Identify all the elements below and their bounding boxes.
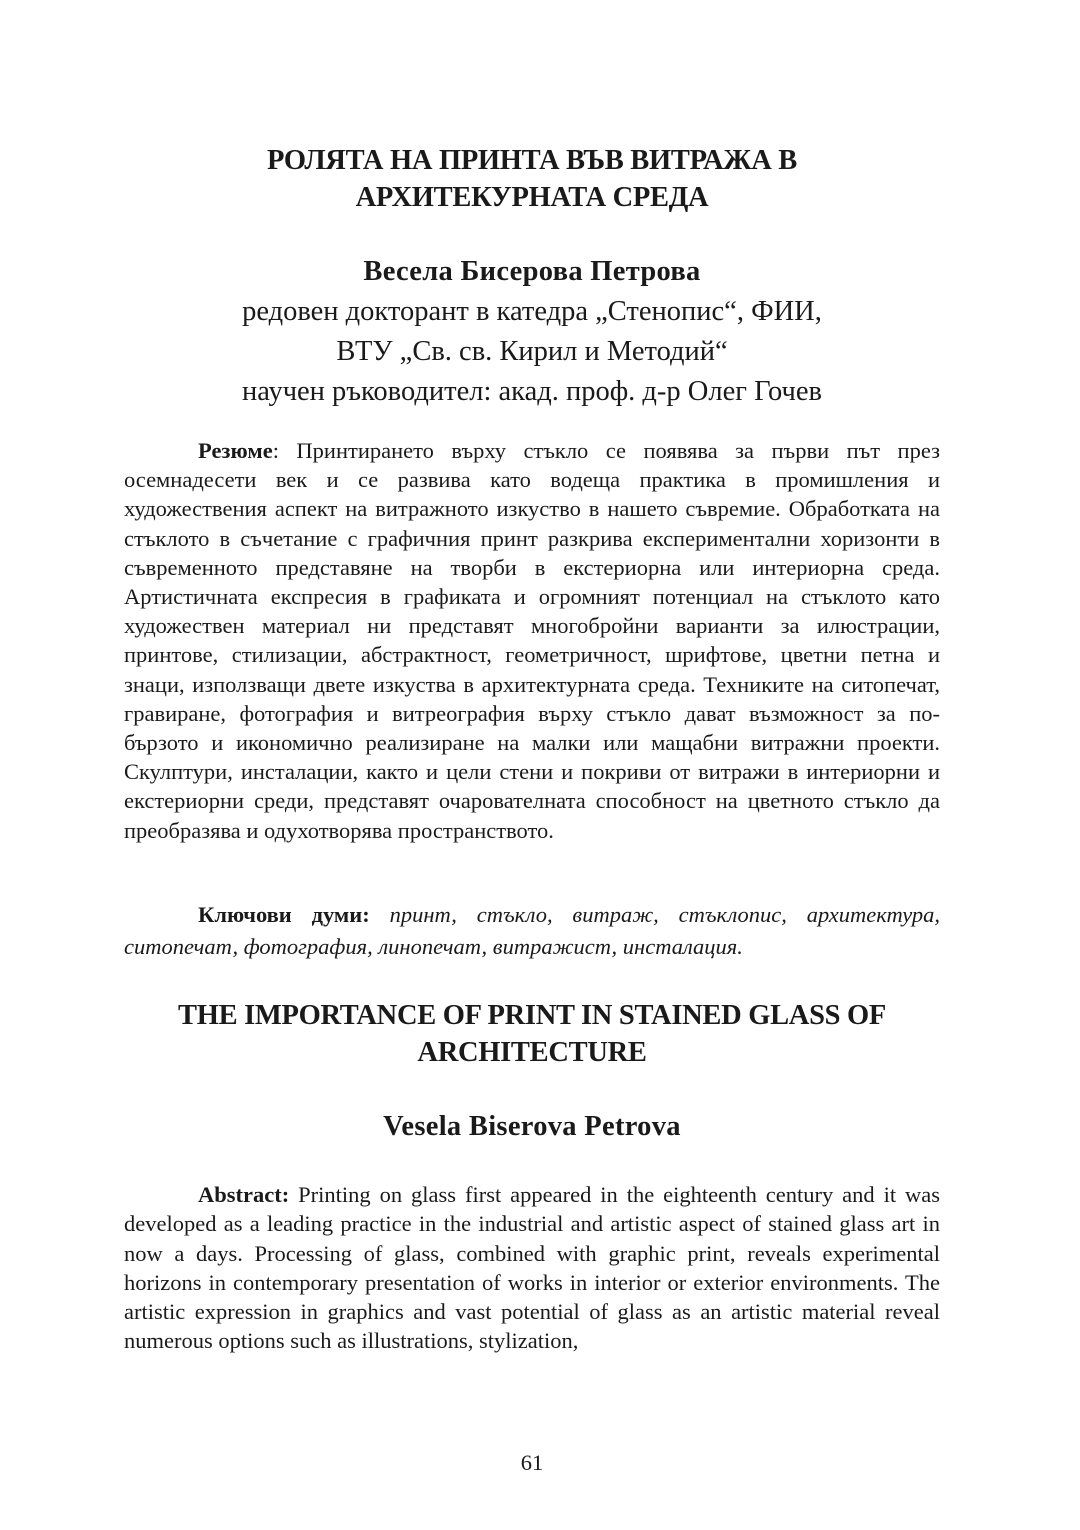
keywords-label: Ключови думи: [198, 902, 370, 927]
affiliation-line-1: редовен докторант в катедра „Стенопис“, ФИИ, [242, 296, 822, 327]
author-name: Весела Бисерова Петрова [363, 256, 701, 287]
bulgarian-title-line-2: АРХИТЕКУРНАТА СРЕДА [355, 182, 709, 213]
abstract-label-bg: Резюме [198, 438, 273, 463]
bulgarian-abstract [124, 436, 940, 845]
english-title-line-2: ARCHITECTURE [417, 1037, 647, 1068]
document-page [124, 0, 940, 1530]
keywords-paragraph [124, 899, 940, 963]
bulgarian-title [124, 142, 940, 216]
english-title-line-1: THE IMPORTANCE OF PRINT IN STAINED GLASS OF [178, 1000, 886, 1031]
supervisor-line: научен ръководител: акад. проф. д-р Олег Гочев [241, 376, 822, 407]
bulgarian-author-block [124, 252, 940, 412]
abstract-text-en: Printing on glass first appeared in the eighteenth century and it was developed as a leading practice in the industrial and artistic aspect of stained glass art in now a days. Processing of glass, combined with graphic print, reveals experimental horizons in contemporary presentation of works in interior or exterior environments. The artistic expression in graphics and vast potential of glass as an artistic material reveal numerous options such as illustrations, stylization, [124, 1182, 940, 1354]
english-author-name: Vesela Biserova Petrova [383, 1111, 681, 1142]
page-number: 61 [520, 1450, 544, 1475]
english-abstract [124, 1180, 940, 1356]
english-title [124, 997, 940, 1071]
keywords-text: принт, стъкло, витраж, стъклопис, архитектура, ситопечат, фотография, линопечат, витражист, инсталация. [124, 902, 941, 959]
abstract-text-bg: : Принтирането върху стъкло се появява за първи път през осемнадесети век и се развива като водеща практика в промишления и художествения аспект на витражното изкуство в нашето съвремие. Обработката на стъклото в съчетание с графичния принт разкрива експериментални хоризонти в съвременното представяне на творби в екстериорна или интериорна среда. Артистичната експресия в графиката и огромният потенциал на стъклото като художествен материал ни представят многобройни варианти за илюстрации, принтове, стилизации, абстрактност, геометричност, шрифтове, цветни петна и знаци, използващи двете изкуства в архитектурната среда. Техниките на ситопечат, гравиране, фотография и витреография върху стъкло дават възможност за по-бързото и икономично реализиране на малки или мащабни витражни проекти. Скулптури, инсталации, както и цели стени и покриви от витражи в интериорни и екстериорни среди, представят очарователната способност на цветното стъкло да преобразява и одухотворява пространството. [124, 438, 940, 843]
bulgarian-title-line-1: РОЛЯТА НА ПРИНТА ВЪВ ВИТРАЖА В [266, 145, 798, 176]
affiliation-line-2: ВТУ „Св. св. Кирил и Методий“ [336, 336, 728, 367]
abstract-label-en: Abstract: [198, 1182, 290, 1207]
